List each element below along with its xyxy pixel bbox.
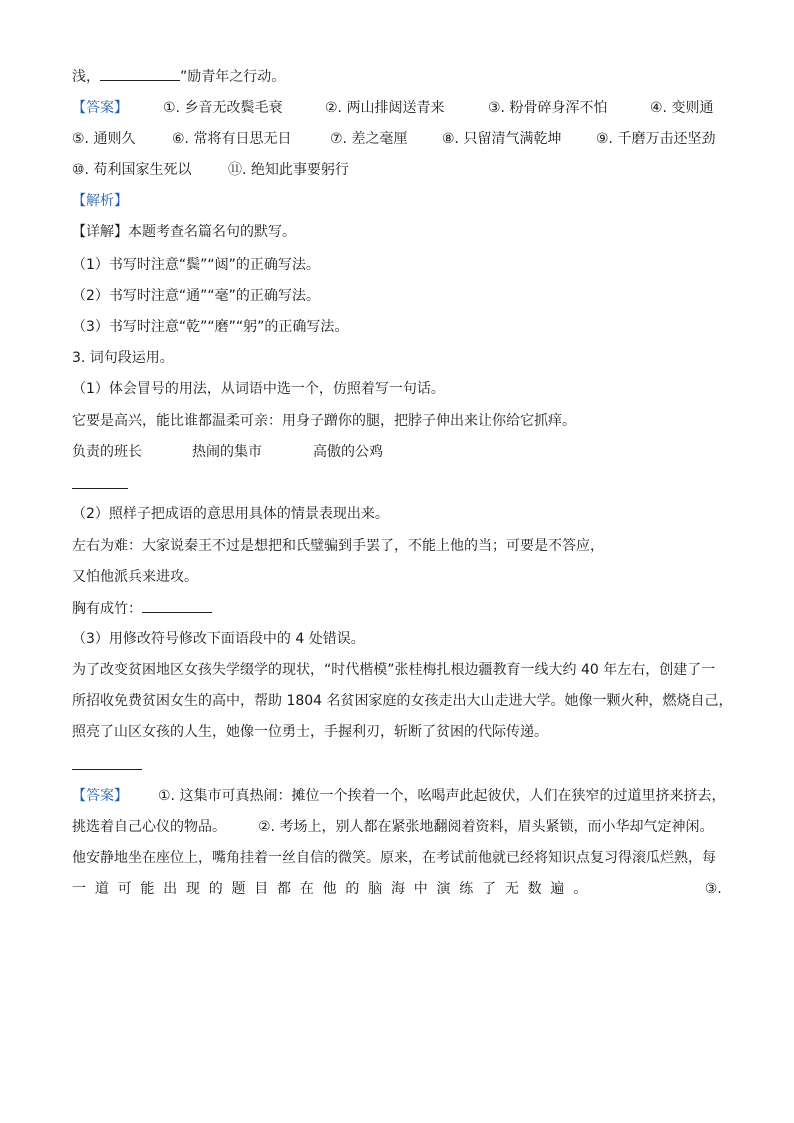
char: 脑: [368, 881, 383, 897]
char: 一: [72, 881, 86, 897]
line-prefix: 浅，: [72, 69, 100, 85]
question-title: 3. 词句段运用。: [72, 350, 174, 366]
answer-number: ③.: [704, 881, 722, 897]
example-sentence: 它要是高兴，能比谁都温柔可亲：用身子蹭你的腿，把脖子伸出来让你给它抓痒。: [72, 413, 576, 429]
example-sentence: 又怕他派兵来进攻。: [72, 569, 198, 585]
note-line: （1）书写时注意“鬓”“闼”的正确写法。: [72, 257, 320, 273]
sub-question: （3）用修改符号修改下面语段中的 4 处错误。: [72, 631, 365, 647]
sub-question: （2）照样子把成语的意思用具体的情景表现出来。: [72, 506, 389, 522]
choice-item: 高傲的公鸡: [313, 444, 383, 460]
char: 了: [482, 881, 497, 897]
fill-blank-line: [72, 66, 285, 87]
choice-item: 热闹的集市: [192, 444, 262, 460]
answer-item: ③. 粉骨碎身浑不怕: [488, 100, 608, 116]
note-line: （2）书写时注意“通”“毫”的正确写法。: [72, 288, 320, 304]
answer-item: ⑥. 常将有日思无日: [172, 131, 292, 147]
char: 的: [345, 881, 360, 897]
char: 可: [117, 881, 132, 897]
answer-text: 挑选着自己心仪的物品。: [72, 819, 226, 835]
char: 能: [140, 881, 155, 897]
answer-blank[interactable]: [72, 769, 142, 770]
answer-item: ⑧. 只留清气满乾坤: [442, 131, 562, 147]
answer-item: ④. 变则通: [650, 100, 714, 116]
detail-text: 【详解】本题考查名篇名句的默写。: [72, 224, 296, 240]
char: 练: [459, 881, 474, 897]
choice-item: 负责的班长: [72, 444, 142, 460]
example-sentence: 左右为难：大家说秦王不过是想把和氏璧骗到手罢了，不能上他的当；可要是不答应，: [72, 538, 604, 554]
char: 演: [436, 881, 451, 897]
note-line: （3）书写时注意“乾”“磨”“躬”的正确写法。: [72, 319, 349, 335]
answer-item: ②. 两山排闼送青来: [325, 100, 445, 116]
answer-justified-line: [72, 879, 722, 899]
answer-item: ①. 乡音无改鬓毛衰: [163, 100, 283, 116]
analysis-tag: 【解析】: [72, 193, 128, 209]
idiom-label: 胸有成竹：: [72, 601, 142, 617]
answer-item: ⑦. 差之毫厘: [330, 131, 408, 147]
char: 出: [163, 881, 178, 897]
char: 。: [573, 881, 588, 897]
answer-item: ⑩. 苟利国家生死以: [72, 162, 192, 178]
answer-blank[interactable]: [142, 598, 212, 613]
answer-item: ⑤. 通则久: [72, 131, 136, 147]
char: 中: [413, 881, 428, 897]
char: 现: [185, 881, 200, 897]
char: 在: [299, 881, 314, 897]
answer-blank[interactable]: [72, 488, 128, 489]
answer-tag: 【答案】: [72, 788, 128, 804]
paragraph-line: 照亮了山区女孩的人生，她像一位勇士，手握利刃，斩断了贫困的代际传递。: [72, 724, 548, 740]
char: 题: [231, 881, 246, 897]
char: 目: [254, 881, 269, 897]
answer-blank[interactable]: [100, 66, 180, 81]
answer-text: ①. 这集市可真热闹：摊位一个挨着一个，吆喝声此起彼伏，人们在狭窄的过道里挤来挤去，: [158, 788, 726, 804]
answer-item: ⑪. 绝知此事要躬行: [228, 162, 349, 178]
char: 都: [277, 881, 292, 897]
answer-text: 他安静地坐在座位上，嘴角挂着一丝自信的微笑。原来，在考试前他就已经将知识点复习得滚瓜烂熟，每: [72, 850, 716, 866]
answer-item: ⑨. 千磨万击还坚劲: [596, 131, 716, 147]
char: 海: [390, 881, 405, 897]
answer-text: ②. 考场上，别人都在紧张地翻阅着资料，眉头紧锁，而小华却气定神闲。: [258, 819, 714, 835]
paragraph-line: 所招收免费贫困女生的高中，帮助 1804 名贫困家庭的女孩走出大山走进大学。她像一颗火种，燃烧自己，: [72, 693, 733, 709]
char: 数: [527, 881, 542, 897]
answer-tag: 【答案】: [72, 100, 128, 116]
char: 的: [208, 881, 223, 897]
char: 道: [94, 881, 109, 897]
sub-question: （1）体会冒号的用法，从词语中选一个，仿照着写一句话。: [72, 381, 445, 397]
char: 遍: [550, 881, 565, 897]
fill-blank-line: [72, 598, 212, 619]
line-suffix: ”励青年之行动。: [180, 69, 286, 85]
paragraph-line: 为了改变贫困地区女孩失学缀学的现状，“时代楷模”张桂梅扎根边疆教育一线大约 40 年左右，创建了一: [72, 662, 716, 678]
char: 无: [504, 881, 519, 897]
char: 他: [322, 881, 337, 897]
